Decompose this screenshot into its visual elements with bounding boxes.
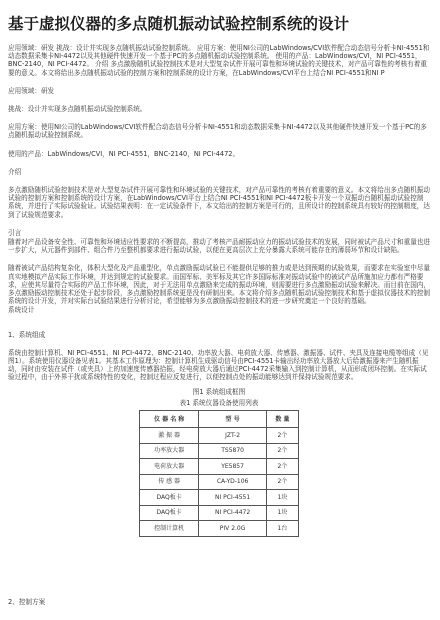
preface-paragraph-1: 随着对产品设备安全性、可靠性和环境适应性要求的不断提高，推动了考核产品耐振动应力的振动试验技术的发展，同时被试产品尺寸和重量也进一步扩大，从元器件到部件、组合件乃至整机都要求进行振动试验，以便在更高层次上充分暴露大系统可能存在的薄弱环节和设计缺陷。 [8,238,430,255]
section-1-heading: 1、系统组成 [8,330,46,339]
table-row [140,459,299,475]
table-row [140,521,299,537]
intro-heading: 介绍 [8,167,22,176]
table-cell: 控制计算机 [140,521,199,537]
table-cell: NI PCI-4472 [199,505,267,521]
table-cell: 2个 [266,443,298,459]
table-cell: TS5870 [199,443,267,459]
preface-paragraph-2: 随着被试产品结构复杂化，体积大型化及产品重型化，单点激励振动试验已不能提供足够的推力或是达到预期的试验效果，而要求在实验室中尽量真实地模拟产品实际工作环境，并达到规定的试验要求。而国军标、美军标及其它许多国际标准对振动试验中的被试产品所施加应力都有严格要求，应使其尽量符合实际的产品工作环境，因此，对于无法用单点激励来完成的振动环境，则需要进行多点激励振动试验来解决。而目前在国内，多点激励振动控制技术还处于起步阶段，多点激励控制系统更是没有研制出来。本文将介绍多点随机振动试验控制技术和基于虚拟仪器技术的控制系统的设计开发，并对实际台试验结果进行分析讨论，希望能够为多点激励振动控制技术的进一步研究奠定一个良好的基础。 [8,264,430,306]
table-row [140,505,299,521]
table-header-cell: 仪 器 名 称 [140,411,199,428]
summary-paragraph: 应用领域：研发 挑战：设计并实现多点随机振动试验控制系统。 应用方案：使用NI公司的LabWindows/CVI软件配合动态信号分析卡NI-4551和动态数据采集卡NI-4472以及其他硬件快速开发一个基于PC的多点随机振动试验控制系统。 使用的产品：LabWindows/CVI，NI PCI-4551，BNC-2140，NI PCI-4472。 介绍 多点激励随机试验控制技术是对大型复杂试件开展可靠性和环境试验的关键技术，对产品可靠性的考核有着重要的意义。本文将给出多点随机振动试验的控制方案和控制系统的设计方案，在LabWindows/CVI平台上结合NI PCI-4551和NI P [8,44,430,77]
table-cell: 1块 [266,505,298,521]
table-cell: 1块 [266,490,298,506]
table-row [140,443,299,459]
solution: 应用方案：使用NI公司的LabWindows/CVI软件配合动态信号分析卡NI-4551和动态数据采集卡NI-4472以及其他硬件快速开发一个基于PC的多点随机振动试验控制系统。 [8,123,427,140]
table-cell: CA-YD-106 [199,474,267,490]
preface-heading: 引言 [8,228,22,237]
table-cell: JZT-2 [199,428,267,444]
table-caption: 表1 系统仪器设备使用列表 [179,398,259,407]
intro-paragraph: 多点激励随机试验控制技术是对大型复杂试件开展可靠性和环境试验的关键技术，对产品可靠性的考核有着重要的意义。本文将给出多点随机振动试验的控制方案和控制系统的设计方案，在LabWindows/CVI平台上结合NI PCI-4551和NI PCI-4472板卡开发一个双振动台随机振动试验控制系统，并进行了实际试验验证。试验结果表明：在一定试验条件下，本文给出的控制方案是可行的，且所设计的控制系统具有较好的控制精度，达到了试验规范要求。 [8,186,430,219]
table-cell: DAQ板卡 [140,490,199,506]
equipment-table [139,410,299,537]
table-cell: PIV 2.0G [199,521,267,537]
table-cell: 功率放大器 [140,443,199,459]
page-title: 基于虚拟仪器的多点随机振动试验控制系统的设计 [8,15,350,33]
table-row [140,428,299,444]
challenge: 挑战：设计并实现多点随机振动试验控制系统。 [8,105,147,114]
table-cell: 电荷放大器 [140,459,199,475]
table-cell: 激 振 器 [140,428,199,444]
table-cell: 1台 [266,521,298,537]
table-header-cell: 型 号 [199,411,267,428]
table-cell: 传 感 器 [140,474,199,490]
table-row [140,490,299,506]
section-1-paragraph: 系统由控制计算机、NI PCI-4551、NI PCI-4472、BNC-2140、功率放大器、电荷放大器、传感器、激振器、试件、夹具及连接电缆等组成（见图1）。系统使用仪器设备见表1。其基本工作原理为：控制计算机生成驱动信号由PCI-4551卡输出经功率放大器放大后给激振器来产生随机振动，同时由安装在试件（或夹具）上的加速度传感器拾振，经电荷放大器后通过PCI-4472采集输入到控制计算机，从而形成闭环控制。在实际试验过程中，由于外界干扰或系统特性的变化，控制过程应反复进行，以便控制点处的振动能够达到并保持试验规范要求。 [8,348,429,382]
table-cell: DAQ板卡 [140,505,199,521]
section-2-heading: 2、控制方案 [8,598,46,606]
table-header-row [140,411,299,428]
table-cell: YE5857 [199,459,267,475]
figure-caption: 图1 系统组成框图 [192,387,246,396]
table-cell: 2个 [266,459,298,475]
table-cell: 2个 [266,428,298,444]
system-design-heading: 系统设计 [8,306,35,315]
app-field: 应用领域：研发 [8,86,55,95]
table-cell: NI PCI-4551 [199,490,267,506]
products: 使用的产品：LabWindows/CVI，NI PCI-4551，BNC-2140，NI PCI-4472。 [8,149,240,158]
table-header-cell: 数 量 [266,411,298,428]
table-row [140,474,299,490]
table-cell: 2个 [266,474,298,490]
article-body [8,44,430,537]
